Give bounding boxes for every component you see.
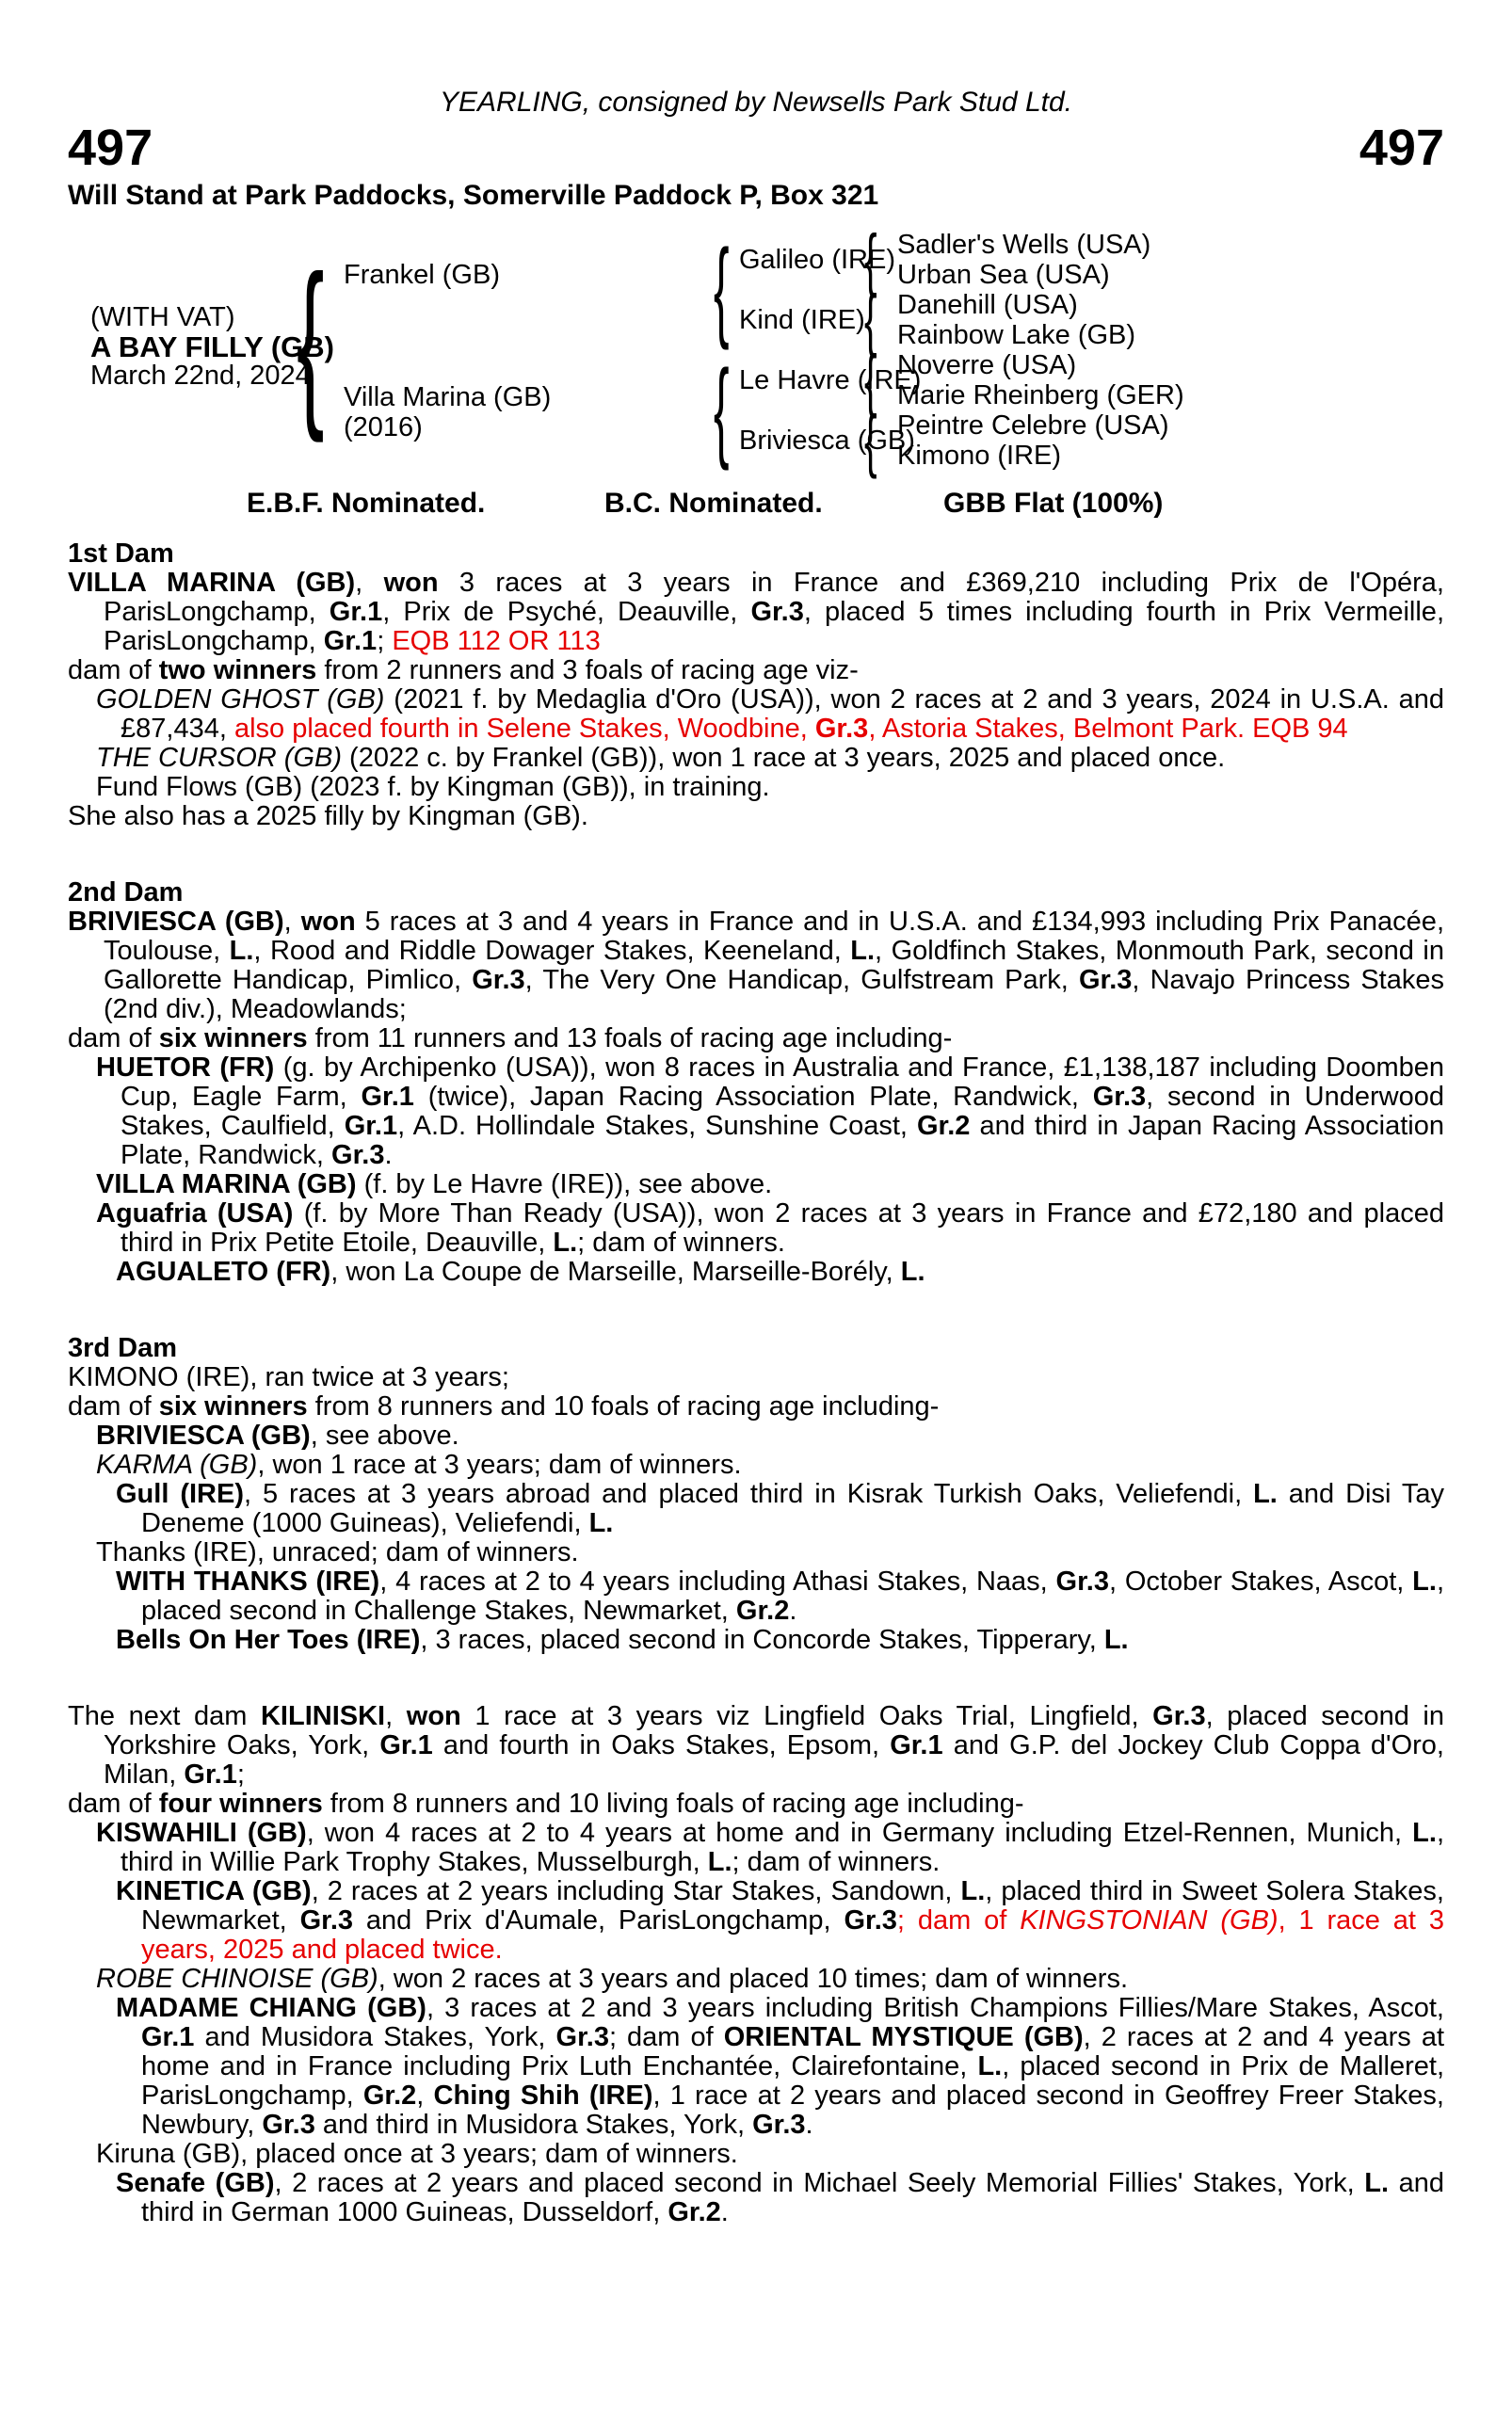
pedigree-great-grandparent: Urban Sea (USA): [897, 260, 1110, 290]
catalogue-paragraph: HUETOR (FR) (g. by Archipenko (USA)), won 8 races in Australia and France, £1,138,187 including Doomben Cup, Eagle Farm, Gr.1 (twice), Japan Racing Association Plate, Randwick, Gr.3, second in Underwood Stakes, Caulfield, Gr.1, A.D. Hollindale Stakes, Sunshine Coast, Gr.2 and third in Japan Racing Association Plate, Randwick, Gr.3.: [96, 1052, 1444, 1170]
pedigree-great-grandparent: Kimono (IRE): [897, 441, 1062, 471]
catalogue-paragraph: AGUALETO (FR), won La Coupe de Marseille, Marseille-Borély, L.: [116, 1257, 925, 1287]
catalogue-paragraph: Kiruna (GB), placed once at 3 years; dam of winners.: [96, 2139, 738, 2169]
consignor-line: YEARLING, consigned by Newsells Park Stud Ltd.: [440, 87, 1072, 118]
pedigree-grandparent: Briviesca (GB): [739, 426, 915, 456]
catalogue-paragraph: GOLDEN GHOST (GB) (2021 f. by Medaglia d'Oro (USA)), won 2 races at 2 and 3 years, 2024 in U.S.A. and £87,434, also placed fourth in Selene Stakes, Woodbine, Gr.3, Astoria Stakes, Belmont Park. EQB 94: [96, 684, 1444, 744]
catalogue-paragraph: WITH THANKS (IRE), 4 races at 2 to 4 years including Athasi Stakes, Naas, Gr.3, October Stakes, Ascot, L., placed second in Challenge Stakes, Newmarket, Gr.2.: [116, 1566, 1444, 1626]
section-heading: 2nd Dam: [68, 877, 184, 908]
catalogue-paragraph: KISWAHILI (GB), won 4 races at 2 to 4 years at home and in Germany including Etzel-Rennen, Munich, L., third in Willie Park Trophy Stakes, Musselburgh, L.; dam of winners.: [96, 1818, 1444, 1877]
stand-location-line: Will Stand at Park Paddocks, Somerville Paddock P, Box 321: [68, 180, 879, 211]
dam-year: (2016): [344, 412, 423, 442]
pedigree-grandparent: Galileo (IRE): [739, 245, 895, 275]
section-heading: 1st Dam: [68, 538, 174, 569]
catalogue-paragraph: Fund Flows (GB) (2023 f. by Kingman (GB)), in training.: [96, 772, 770, 802]
lot-number-row: [68, 121, 1444, 174]
catalogue-paragraph: dam of six winners from 11 runners and 13 foals of racing age including-: [68, 1023, 953, 1053]
pedigree-grandparent: Kind (IRE): [739, 305, 865, 335]
catalogue-paragraph: BRIVIESCA (GB), see above.: [96, 1421, 459, 1451]
section-heading: 3rd Dam: [68, 1333, 178, 1363]
nominations-row: [68, 488, 1444, 519]
pedigree-brace: [864, 406, 877, 475]
catalogue-paragraph: VILLA MARINA (GB) (f. by Le Havre (IRE)), see above.: [96, 1169, 773, 1199]
section-third-dam: [68, 1334, 1444, 1655]
lot-number-right: 497: [1359, 120, 1444, 176]
pedigree-brace: [714, 354, 730, 465]
catalogue-paragraph: Senafe (GB), 2 races at 2 years and placed second in Michael Seely Memorial Fillies' Stakes, York, L. and third in German 1000 Guineas, Dusseldorf, Gr.2.: [116, 2168, 1444, 2227]
catalogue-paragraph: THE CURSOR (GB) (2022 c. by Frankel (GB)), won 1 race at 3 years, 2025 and placed once.: [96, 743, 1226, 773]
catalogue-paragraph: Thanks (IRE), unraced; dam of winners.: [96, 1537, 579, 1567]
pedigree-great-grandparent: Rainbow Lake (GB): [897, 320, 1136, 350]
catalogue-text: [68, 539, 1444, 2227]
pedigree-brace: [714, 233, 730, 345]
foaling-date: March 22nd, 2024: [90, 361, 311, 391]
dam-name: Villa Marina (GB): [344, 382, 552, 412]
catalogue-paragraph: Gull (IRE), 5 races at 3 years abroad and placed third in Kisrak Turkish Oaks, Veliefendi, L. and Disi Tay Deneme (1000 Guineas), Veliefendi, L.: [116, 1479, 1444, 1538]
catalogue-paragraph: dam of two winners from 2 runners and 3 foals of racing age viz-: [68, 655, 859, 685]
pedigree-dam: [344, 382, 551, 442]
ebf-nomination: E.B.F. Nominated.: [247, 488, 486, 519]
section-next-dam: [68, 1702, 1444, 2227]
catalogue-paragraph: MADAME CHIANG (GB), 3 races at 2 and 3 years including British Champions Fillies/Mare Stakes, Ascot, Gr.1 and Musidora Stakes, York, Gr.3; dam of ORIENTAL MYSTIQUE (GB), 2 races at 2 and 4 years at home and in France including Prix Luth Enchantée, Clairefontaine, L., placed second in Prix de Malleret, ParisLongchamp, Gr.2, Ching Shih (IRE), 1 race at 2 years and placed second in Geoffrey Freer Stakes, Newbury, Gr.3 and third in Musidora Stakes, York, Gr.3.: [116, 1993, 1444, 2140]
pedigree-great-grandparent: Sadler's Wells (USA): [897, 230, 1151, 260]
pedigree-tree: [68, 222, 1444, 480]
section-second-dam: [68, 878, 1444, 1287]
lot-number-left: 497: [68, 120, 153, 176]
vat-note: (WITH VAT): [90, 302, 235, 332]
pedigree-sire: Frankel (GB): [344, 260, 500, 290]
gbb-nomination: GBB Flat (100%): [943, 488, 1164, 519]
pedigree-great-grandparent: Peintre Celebre (USA): [897, 410, 1169, 441]
horse-name: A BAY FILLY (GB): [90, 330, 334, 363]
pedigree-brace: [297, 249, 324, 433]
catalogue-paragraph: Bells On Her Toes (IRE), 3 races, placed second in Concorde Stakes, Tipperary, L.: [116, 1625, 1129, 1655]
catalogue-paragraph: VILLA MARINA (GB), won 3 races at 3 years in France and £369,210 including Prix de l'Opéra, ParisLongchamp, Gr.1, Prix de Psyché, Deauville, Gr.3, placed 5 times including fourth in Prix Vermeille, ParisLongchamp, Gr.1; EQB 112 OR 113: [68, 568, 1444, 656]
bc-nomination: B.C. Nominated.: [604, 488, 823, 519]
catalogue-paragraph: KARMA (GB), won 1 race at 3 years; dam of winners.: [96, 1450, 742, 1480]
catalogue-paragraph: dam of six winners from 8 runners and 10 foals of racing age including-: [68, 1391, 940, 1422]
section-first-dam: [68, 539, 1444, 831]
catalogue-paragraph: The next dam KILINISKI, won 1 race at 3 years viz Lingfield Oaks Trial, Lingfield, Gr.3, placed second in Yorkshire Oaks, York, Gr.1 and fourth in Oaks Stakes, Epsom, Gr.1 and G.P. del Jockey Club Coppa d'Oro, Milan, Gr.1;: [68, 1701, 1444, 1790]
catalogue-paragraph: Aguafria (USA) (f. by More Than Ready (USA)), won 2 races at 3 years in France and £72,180 and placed third in Prix Petite Etoile, Deauville, L.; dam of winners.: [96, 1198, 1444, 1258]
catalogue-paragraph: dam of four winners from 8 runners and 10 living foals of racing age including-: [68, 1789, 1024, 1819]
catalogue-paragraph: KIMONO (IRE), ran twice at 3 years;: [68, 1362, 509, 1392]
catalogue-paragraph: ROBE CHINOISE (GB), won 2 races at 3 years and placed 10 times; dam of winners.: [96, 1964, 1128, 1994]
pedigree-great-grandparent: Noverre (USA): [897, 350, 1077, 380]
catalogue-paragraph: KINETICA (GB), 2 races at 2 years including Star Stakes, Sandown, L., placed third in Sweet Solera Stakes, Newmarket, Gr.3 and Prix d'Aumale, ParisLongchamp, Gr.3; dam of KINGSTONIAN (GB), 1 race at 3 years, 2025 and placed twice.: [116, 1876, 1444, 1965]
pedigree-great-grandparent: Marie Rheinberg (GER): [897, 380, 1184, 410]
pedigree-great-grandparent: Danehill (USA): [897, 290, 1078, 320]
catalogue-paragraph: BRIVIESCA (GB), won 5 races at 3 and 4 years in France and in U.S.A. and £134,993 including Prix Panacée, Toulouse, L., Rood and Riddle Dowager Stakes, Keeneland, L., Goldfinch Stakes, Monmouth Park, second in Gallorette Handicap, Pimlico, Gr.3, The Very One Handicap, Gulfstream Park, Gr.3, Navajo Princess Stakes (2nd div.), Meadowlands;: [68, 907, 1444, 1024]
catalogue-paragraph: She also has a 2025 filly by Kingman (GB).: [68, 801, 588, 831]
pedigree-grandparent: Le Havre (IRE): [739, 365, 922, 395]
